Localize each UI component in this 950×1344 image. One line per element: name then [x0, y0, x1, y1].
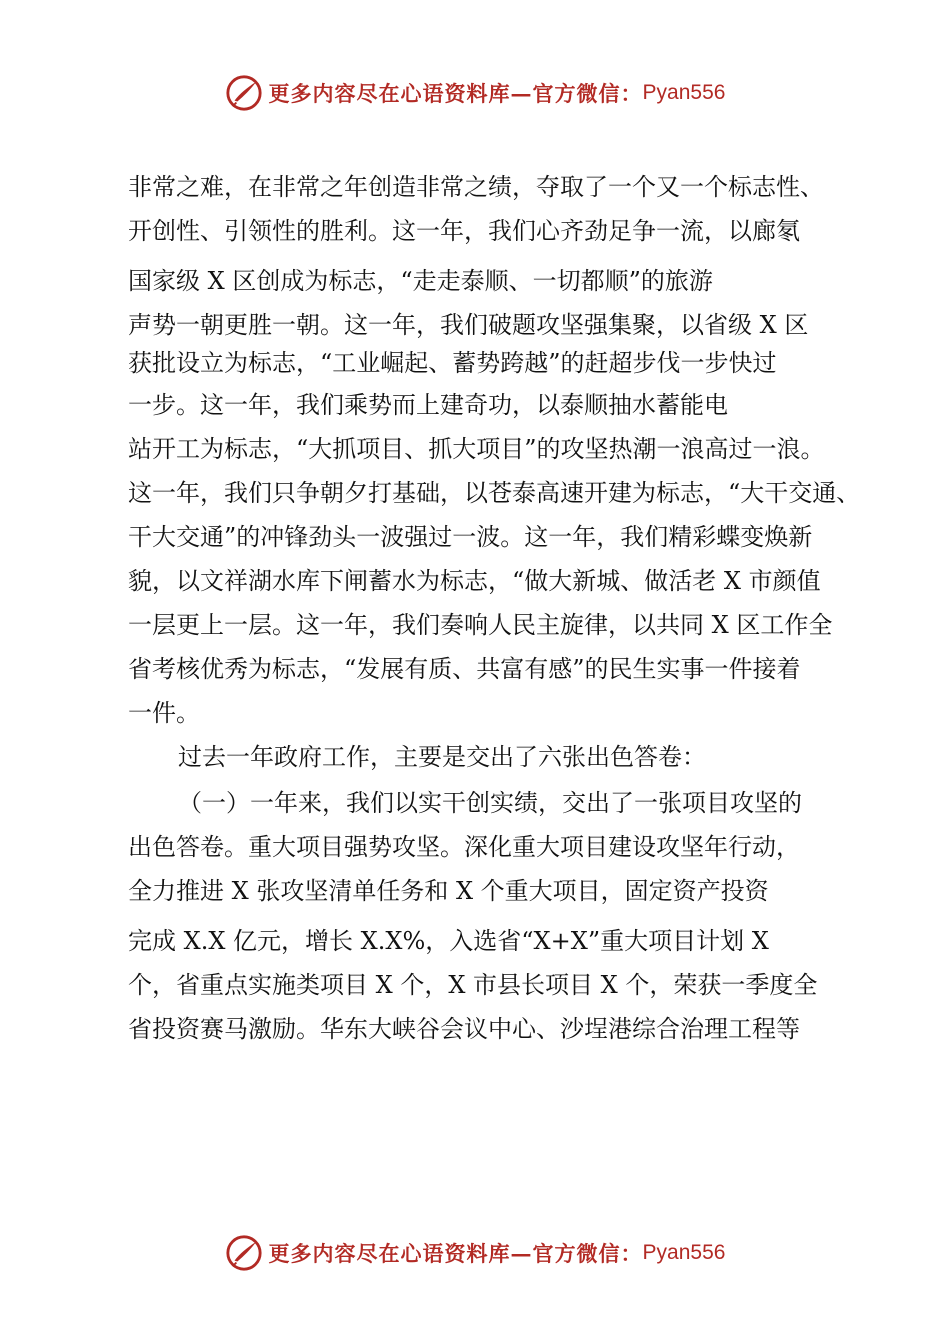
header-banner-text: 更多内容尽在心语资料库—官方微信：: [268, 81, 643, 106]
body-line: 一步。这一年，我们乘势而上建奇功，以泰顺抽水蓄能电: [128, 391, 728, 419]
body-line: 干大交通”的冲锋劲头一波强过一波。这一年，我们精彩蝶变焕新: [128, 523, 813, 551]
footer-banner-text: 更多内容尽在心语资料库—官方微信：: [268, 1241, 643, 1266]
body-line: 国家级 X 区创成为标志，“走走泰顺、一切都顺”的旅游: [128, 267, 713, 295]
body-line: 出色答卷。重大项目强势攻坚。深化重大项目建设攻坚年行动，: [128, 833, 800, 861]
body-line: 这一年，我们只争朝夕打基础，以苍泰高速开建为标志，“大干交通、: [128, 479, 861, 507]
body-line: 声势一朝更胜一朝。这一年，我们破题攻坚强集聚，以省级 X 区: [128, 311, 809, 339]
quill-logo-icon: [225, 74, 263, 112]
body-line: 一件。: [128, 699, 200, 727]
quill-logo-icon: [225, 1234, 263, 1272]
header-wechat-id: Pyan556: [642, 81, 726, 104]
body-line: 一层更上一层。这一年，我们奏响人民主旋律，以共同 X 区工作全: [128, 611, 833, 639]
body-line: 貌，以文祥湖水库下闸蓄水为标志，“做大新城、做活老 X 市颜值: [128, 567, 821, 595]
footer-banner: [0, 1228, 950, 1278]
body-line: 完成 X.X 亿元，增长 X.X%，入选省“X+X”重大项目计划 X: [128, 927, 769, 955]
body-line: 省考核优秀为标志，“发展有质、共富有感”的民生实事一件接着: [128, 655, 801, 683]
body-line: 省投资赛马激励。华东大峡谷会议中心、沙埕港综合治理工程等: [128, 1015, 800, 1043]
footer-wechat-id: Pyan556: [642, 1241, 726, 1264]
body-line: 个，省重点实施类项目 X 个，X 市县长项目 X 个，荣获一季度全: [128, 971, 818, 999]
body-line: 开创性、引领性的胜利。这一年，我们心齐劲足争一流，以廊氡: [128, 217, 800, 245]
header-banner: [0, 68, 950, 118]
body-line: 站开工为标志，“大抓项目、抓大项目”的攻坚热潮一浪高过一浪。: [128, 435, 825, 463]
body-line: （一）一年来，我们以实干创实绩，交出了一张项目攻坚的: [178, 789, 802, 817]
body-line: 过去一年政府工作，主要是交出了六张出色答卷：: [178, 743, 706, 771]
body-line: 非常之难，在非常之年创造非常之绩，夺取了一个又一个标志性、: [128, 173, 824, 201]
body-line: 全力推进 X 张攻坚清单任务和 X 个重大项目，固定资产投资: [128, 877, 769, 905]
body-line: 获批设立为标志，“工业崛起、蓄势跨越”的赶超步伐一步快过: [128, 349, 777, 377]
